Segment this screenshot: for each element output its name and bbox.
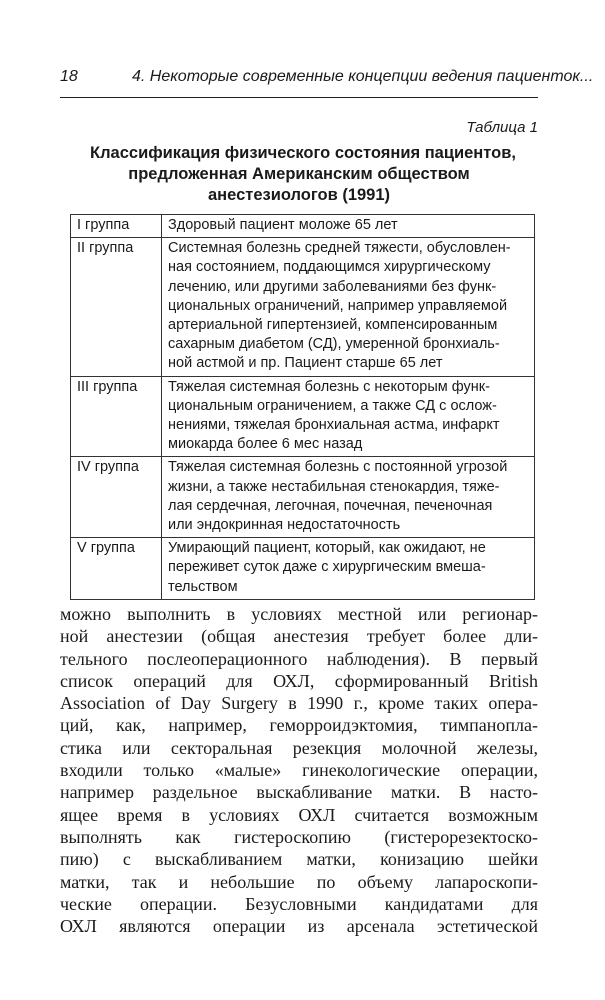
description-line: миокарда более 6 мес назад [168,436,363,453]
description-line: Тяжелая системная болезнь с некоторым функ- [168,378,490,395]
body-line: входили только «малые» гинекологические операции, [60,760,538,781]
body-line: ящее время в условиях ОХЛ считается возможным [60,804,538,825]
table-title-line: Классификация физического состояния пациентов, [90,144,516,162]
body-paragraph [60,603,538,937]
table-row [71,538,535,600]
description-line: Системная болезнь средней тяжести, обусловлен- [168,240,511,257]
description-line: тельством [168,578,238,595]
body-line: тельного послеоперационного наблюдения). В первый [60,648,538,669]
description-line: циональных ограничений, например управляемой [168,297,508,314]
body-line: например раздельное выскабливание матки. В насто- [60,782,538,803]
header-rule [60,97,538,98]
description-line: жизни, а также нестабильная стенокардия, тяже- [168,478,500,495]
description-line: или эндокринная недостаточность [168,517,401,534]
body-line: ческие операции. Безусловными кандидатами для [60,893,538,914]
body-line: ной анестезии (общая анестезия требует более дли- [60,626,538,647]
table-row [71,238,535,376]
page-number: 18 [60,68,78,85]
table-title-line: предложенная Американским обществом [128,165,470,183]
description-line: ной астмой и пр. Пациент старше 65 лет [168,355,443,372]
body-line: стика или секторальная резекция молочной железы, [60,737,538,758]
table-label: Таблица 1 [466,119,538,136]
group-cell: I группа [71,215,162,238]
group-cell: V группа [71,538,162,600]
asa-classification-table [70,214,535,600]
table-row [71,457,535,538]
description-line: Тяжелая системная болезнь с постоянной угрозой [168,459,508,476]
description-line: лечению, или другими заболеваниями без функ- [168,278,497,295]
body-line: ОХЛ являются операции из арсенала эстетической [60,916,538,937]
body-line: Association of Day Surgery в 1990 г., кроме таких опера- [60,693,538,714]
body-line: матки, так и небольшие по объему лапароскопи- [60,871,538,892]
group-cell: II группа [71,238,162,376]
description-line: ная состоянием, поддающимся хирургическому [168,259,491,276]
description-line: Умирающий пациент, который, как ожидают, не [168,540,486,557]
body-line: пию) с выскабливанием матки, конизацию шейки [60,849,538,870]
table-row [71,215,535,238]
description-line: лая сердечная, легочная, почечная, печеночная [168,497,493,514]
description-line: сахарным диабетом (СД), умеренной бронхиаль- [168,336,500,353]
description-cell [162,376,535,457]
running-title: 4. Некоторые современные концепции ведения пациенток... [132,68,594,85]
description-cell [162,215,535,238]
body-line: выполнять как гистероскопию (гистерорезектоско- [60,826,538,847]
body-line: ций, как, например, геморроидэктомия, тимпанопла- [60,715,538,736]
description-cell [162,457,535,538]
description-cell [162,238,535,376]
table-row [71,376,535,457]
description-line: переживет суток даже с хирургическим вмеша- [168,559,486,576]
description-line: нениями, тяжелая бронхиальная астма, инфаркт [168,417,500,434]
group-cell: IV группа [71,457,162,538]
table-title-line: анестезиологов (1991) [207,186,391,204]
group-cell: III группа [71,376,162,457]
table-title [90,143,516,206]
description-cell [162,538,535,600]
description-line: циональным ограничением, а также СД с ослож- [168,397,497,414]
description-line: Здоровый пациент моложе 65 лет [168,217,398,233]
body-line: можно выполнить в условиях местной или регионар- [60,604,538,624]
body-line: список операций для ОХЛ, сформированный British [60,670,538,691]
description-line: артериальной гипертензией, компенсированным [168,317,498,334]
